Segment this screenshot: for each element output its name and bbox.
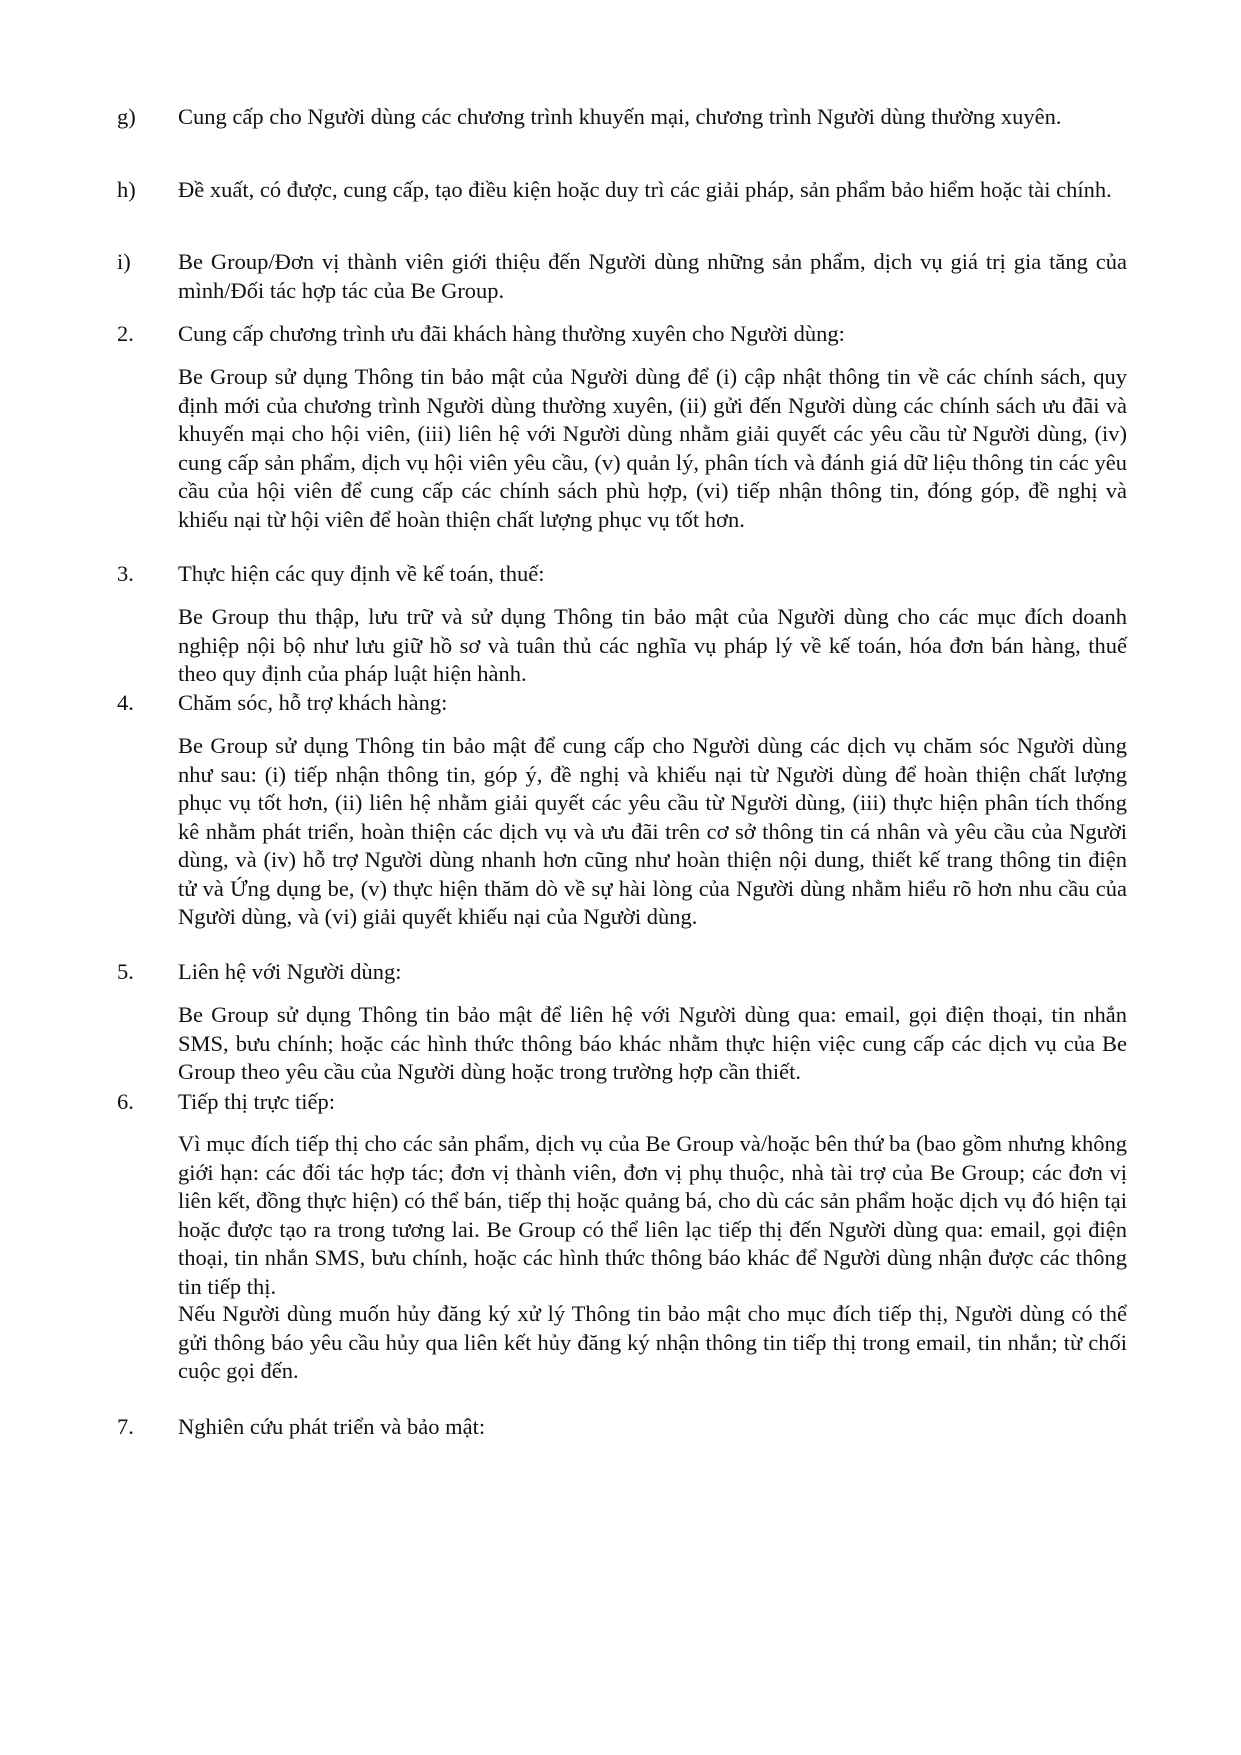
section-number: 5. bbox=[117, 959, 134, 984]
paragraph: Be Group thu thập, lưu trữ và sử dụng Thông tin bảo mật của Người dùng cho các mục đích doanh nghiệp nội bộ như lưu giữ hồ sơ và tuân thủ các nghĩa vụ pháp lý về kế toán, hóa đơn bán hàng, thuế theo quy định của pháp luật hiện hành. bbox=[178, 604, 1127, 686]
paragraph: Vì mục đích tiếp thị cho các sản phẩm, dịch vụ của Be Group và/hoặc bên thứ ba (bao gồm nhưng không giới hạn: các đối tác hợp tác; đơn vị thành viên, đơn vị phụ thuộc, nhà tài trợ của Be Group; các đơn vị liên kết, đồng thực hiện) có thể bán, tiếp thị hoặc quảng bá, cho dù các sản phẩm hoặc dịch vụ đó hiện tại hoặc được tạo ra trong tương lai. Be Group có thể liên lạc tiếp thị đến Người dùng qua: email, gọi điện thoại, tin nhắn SMS, bưu chính, hoặc các hình thức thông báo khác để Người dùng nhận được các thông tin tiếp thị. bbox=[178, 1131, 1127, 1299]
section-title: Tiếp thị trực tiếp: bbox=[178, 1089, 335, 1114]
section-number: 3. bbox=[117, 561, 134, 586]
paragraph: Be Group sử dụng Thông tin bảo mật để cung cấp cho Người dùng các dịch vụ chăm sóc Người dùng như sau: (i) tiếp nhận thông tin, góp ý, đề nghị và khiếu nại từ Người dùng để hoàn thiện chất lượng phục vụ tốt hơn, (ii) liên hệ nhằm giải quyết các yêu cầu từ Người dùng, (iii) thực hiện phân tích thống kê nhằm phát triển, hoàn thiện các dịch vụ và ưu đãi trên cơ sở thông tin cá nhân và yêu cầu của Người dùng, và (iv) hỗ trợ Người dùng nhanh hơn cũng như hoàn thiện nội dung, thiết kế trang thông tin điện tử và Ứng dụng be, (v) thực hiện thăm dò về sự hài lòng của Người dùng nhằm hiểu rõ hơn nhu cầu của Người dùng, và (vi) giải quyết khiếu nại của Người dùng. bbox=[178, 733, 1127, 929]
section-title: Cung cấp chương trình ưu đãi khách hàng thường xuyên cho Người dùng: bbox=[178, 321, 845, 346]
section-title: Chăm sóc, hỗ trợ khách hàng: bbox=[178, 690, 448, 715]
section-number: 2. bbox=[117, 321, 134, 346]
section-number: 7. bbox=[117, 1414, 134, 1439]
paragraph: Be Group sử dụng Thông tin bảo mật để liên hệ với Người dùng qua: email, gọi điện thoại, tin nhắn SMS, bưu chính; hoặc các hình thức thông báo khác nhằm thực hiện việc cung cấp các dịch vụ của Be Group theo yêu cầu của Người dùng hoặc trong trường hợp cần thiết. bbox=[178, 1002, 1127, 1084]
list-item-text: Đề xuất, có được, cung cấp, tạo điều kiện hoặc duy trì các giải pháp, sản phẩm bảo hiểm hoặc tài chính. bbox=[178, 177, 1112, 202]
list-item-text: Cung cấp cho Người dùng các chương trình khuyến mại, chương trình Người dùng thường xuyên. bbox=[178, 104, 1062, 129]
list-item-text: Be Group/Đơn vị thành viên giới thiệu đến Người dùng những sản phẩm, dịch vụ giá trị gia tăng của mình/Đối tác hợp tác của Be Group. bbox=[178, 249, 1127, 303]
section-title: Liên hệ với Người dùng: bbox=[178, 959, 402, 984]
list-marker: g) bbox=[117, 104, 136, 129]
paragraph: Be Group sử dụng Thông tin bảo mật của Người dùng để (i) cập nhật thông tin về các chính sách, quy định mới của chương trình Người dùng thường xuyên, (ii) gửi đến Người dùng các chính sách ưu đãi và khuyến mại cho hội viên, (iii) liên hệ với Người dùng nhằm giải quyết các yêu cầu từ Người dùng, (iv) cung cấp sản phẩm, dịch vụ hội viên yêu cầu, (v) quản lý, phân tích và đánh giá dữ liệu thông tin các yêu cầu của hội viên để cung cấp các chính sách phù hợp, (vi) tiếp nhận thông tin, đóng góp, đề nghị và khiếu nại từ hội viên để hoàn thiện chất lượng phục vụ tốt hơn. bbox=[178, 364, 1127, 532]
section-number: 6. bbox=[117, 1089, 134, 1114]
paragraph: Nếu Người dùng muốn hủy đăng ký xử lý Thông tin bảo mật cho mục đích tiếp thị, Người dùng có thể gửi thông báo yêu cầu hủy qua liên kết hủy đăng ký nhận thông tin tiếp thị trong email, tin nhắn; từ chối cuộc gọi đến. bbox=[178, 1301, 1127, 1383]
section-title: Thực hiện các quy định về kế toán, thuế: bbox=[178, 561, 545, 586]
section-number: 4. bbox=[117, 690, 134, 715]
list-marker: h) bbox=[117, 177, 136, 202]
section-title: Nghiên cứu phát triển và bảo mật: bbox=[178, 1414, 486, 1439]
list-marker: i) bbox=[117, 249, 131, 274]
